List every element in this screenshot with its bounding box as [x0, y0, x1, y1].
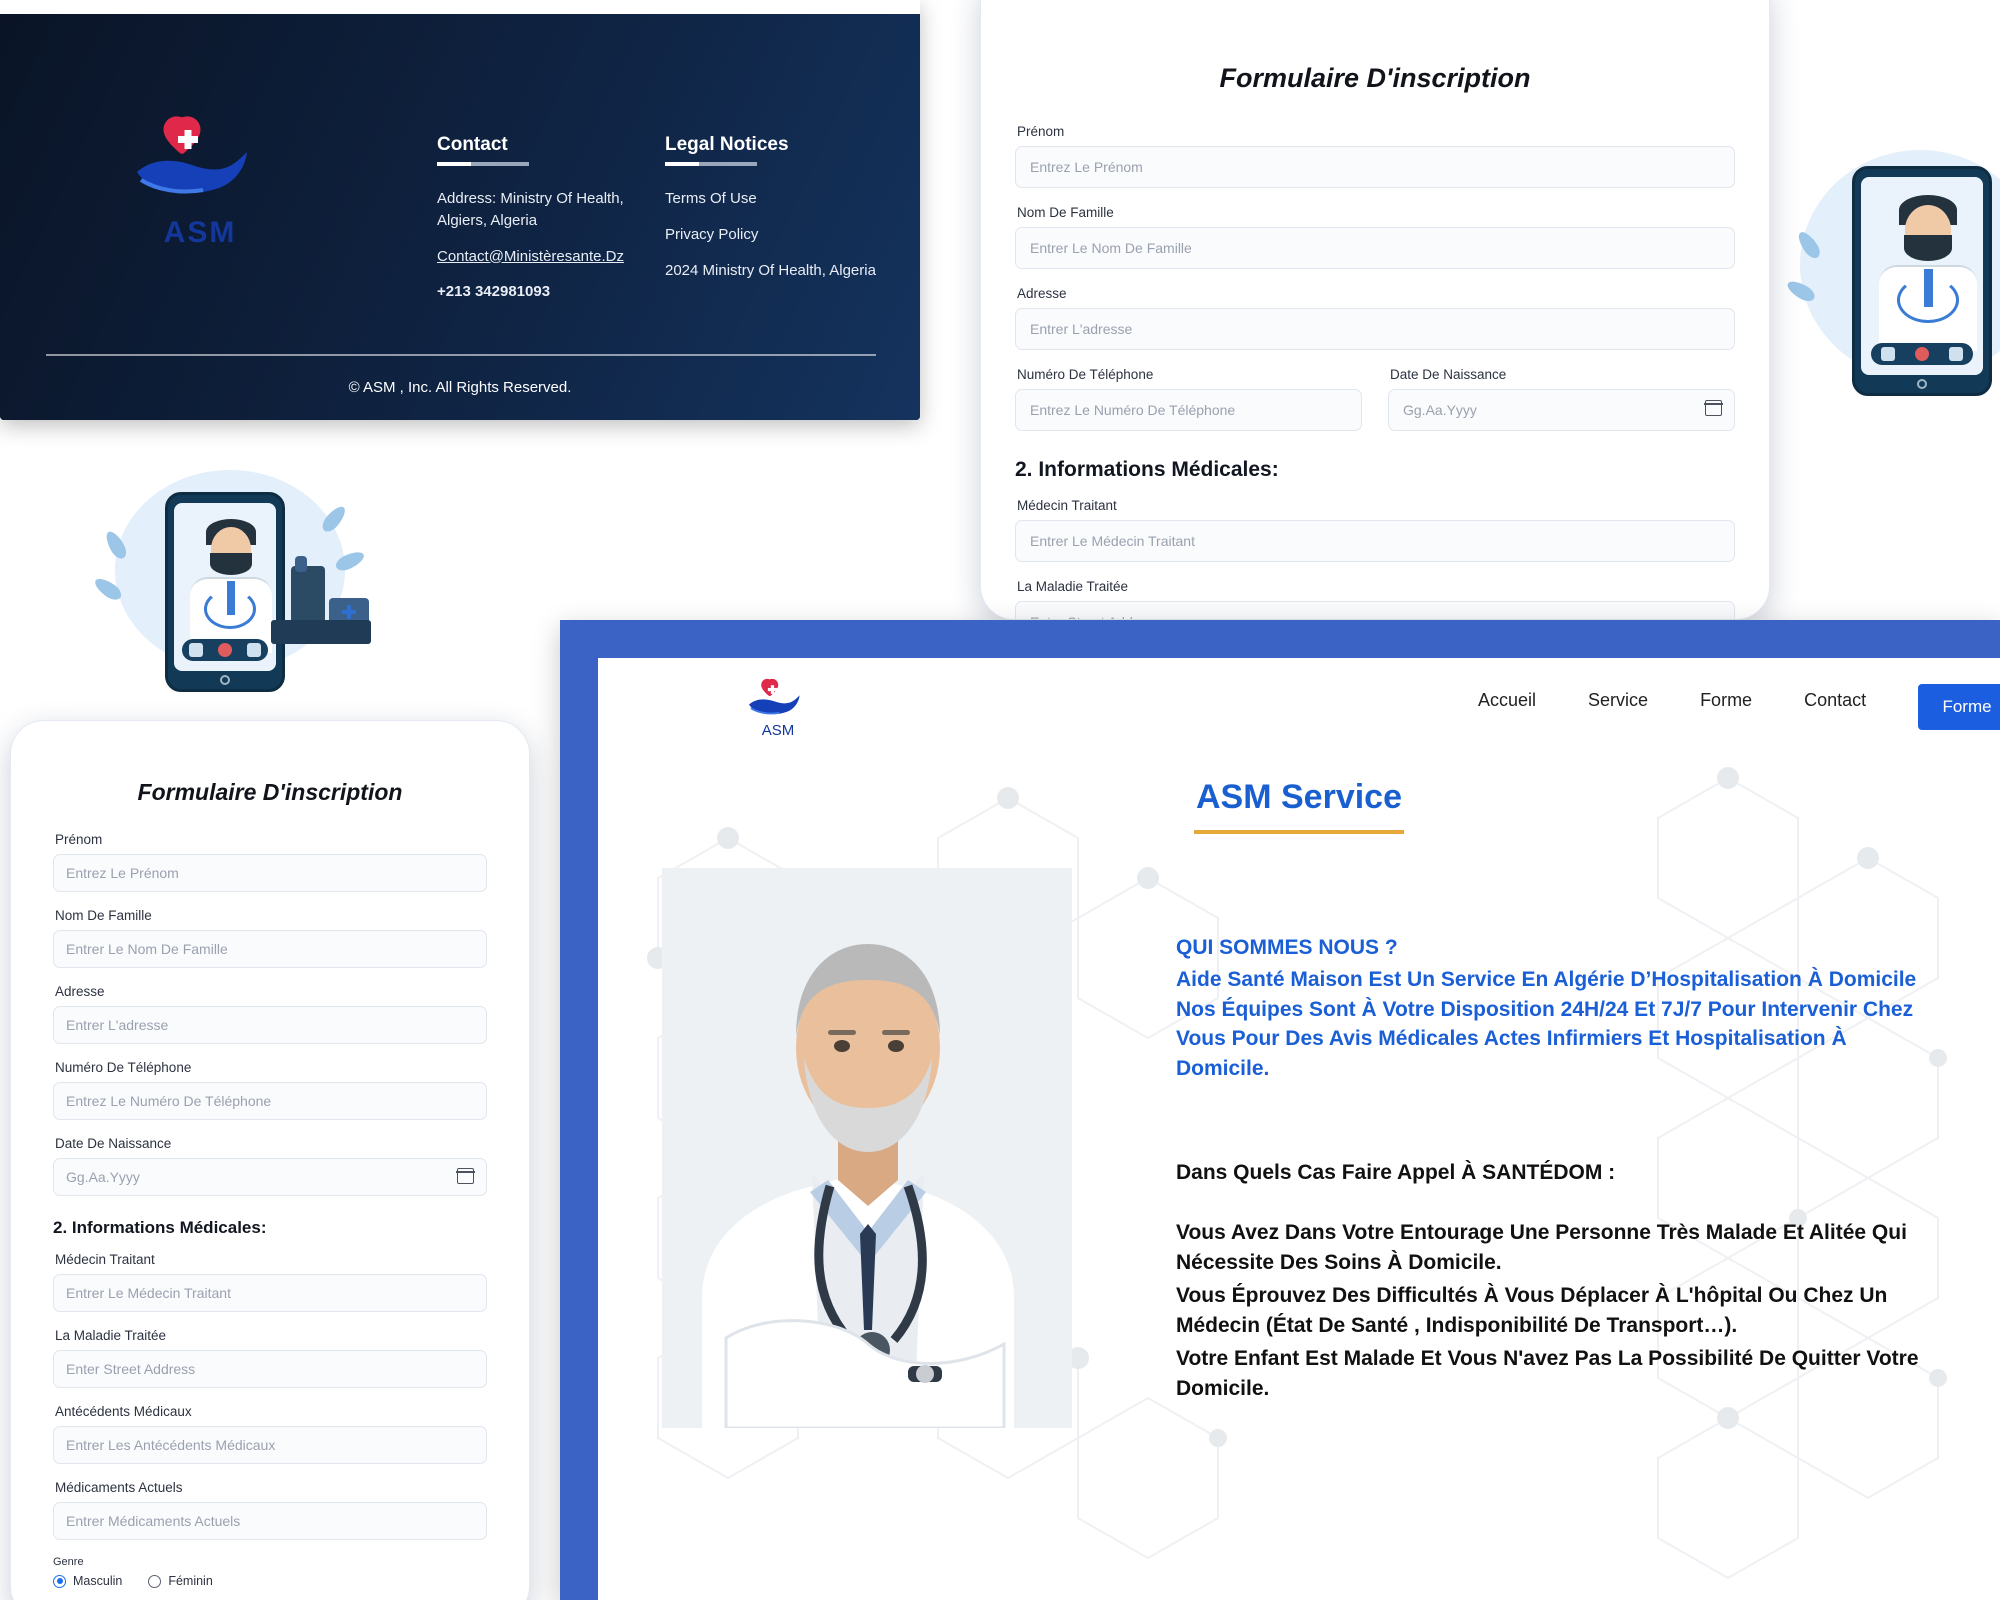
label-nom-famille-mobile: Nom De Famille	[55, 908, 152, 923]
cases-list	[1176, 1218, 1936, 1407]
label-date-naissance-mobile: Date De Naissance	[55, 1136, 172, 1151]
input-medecin-traitant[interactable]	[1015, 520, 1735, 562]
stethoscope-icon	[204, 589, 256, 629]
cross-icon	[347, 605, 351, 619]
asm-logo-text: ASM	[163, 216, 237, 249]
label-maladie-traitee: La Maladie Traitée	[1017, 579, 1129, 594]
qui-sommes-nous-block	[1176, 933, 1936, 1084]
medicine-tray	[271, 620, 371, 644]
doctor-portrait-photo	[662, 868, 1072, 1428]
footer-privacy-link[interactable]: Privacy Policy	[665, 225, 759, 243]
input-prenom[interactable]	[1015, 146, 1735, 188]
case-item-2: Vous Éprouvez Des Difficultés À Vous Déplacer À L'hôpital Ou Chez Un Médecin (État De Santé , Indisponibilité De Transport…).	[1176, 1283, 1888, 1338]
phone-frame	[165, 492, 285, 692]
asm-logo	[110, 110, 290, 250]
input-telephone-mobile[interactable]	[53, 1082, 487, 1120]
label-medecin-traitant-mobile: Médecin Traitant	[55, 1252, 155, 1267]
site-navbar	[598, 658, 2000, 758]
nav-links	[1478, 690, 1866, 711]
footer-inner	[0, 14, 920, 420]
footer-divider	[46, 354, 876, 356]
case-item-1: Vous Avez Dans Votre Entourage Une Personne Très Malade Et Alitée Qui Nécessite Des Soins À Domicile.	[1176, 1221, 1907, 1275]
mic-icon[interactable]	[1881, 347, 1895, 361]
footer-contact-underline	[437, 162, 529, 166]
radio-feminin-label: Féminin	[168, 1574, 213, 1588]
call-control-bar[interactable]	[182, 639, 268, 661]
nav-item-accueil[interactable]: Accueil	[1478, 690, 1537, 710]
phone-home-button	[220, 675, 230, 685]
label-prenom-mobile: Prénom	[55, 832, 103, 847]
footer-address: Address: Ministry Of Health, Algiers, Algeria	[437, 190, 624, 229]
call-control-bar[interactable]	[1871, 343, 1974, 365]
mic-icon[interactable]	[189, 643, 203, 657]
footer-terms-link[interactable]: Terms Of Use	[665, 190, 757, 207]
footer-card	[0, 0, 920, 420]
input-nom-famille[interactable]	[1015, 227, 1735, 269]
doctor-beard	[1904, 235, 1952, 261]
input-prenom-mobile[interactable]	[53, 854, 487, 892]
radio-feminin-icon[interactable]	[148, 1575, 161, 1588]
heart-hand-icon	[743, 676, 813, 722]
registration-form-mobile	[10, 720, 530, 1600]
input-nom-famille-mobile[interactable]	[53, 930, 487, 968]
footer-copyright: © ASM , Inc. All Rights Reserved.	[348, 379, 572, 396]
footer-legal-underline	[665, 162, 757, 166]
section-medical-heading: 2. Informations Médicales:	[1015, 458, 1279, 481]
qui-sommes-nous-heading: QUI SOMMES NOUS ?	[1176, 936, 1398, 959]
footer-card-top-strip	[0, 0, 920, 14]
site-content	[598, 758, 2000, 1600]
medicine-box	[291, 566, 325, 626]
calendar-icon[interactable]	[457, 1168, 474, 1184]
label-telephone-mobile: Numéro De Téléphone	[55, 1060, 192, 1075]
label-antecedents-mobile: Antécédents Médicaux	[55, 1404, 192, 1419]
radio-option-feminin[interactable]	[148, 1574, 212, 1588]
footer-phone[interactable]: +213 342981093	[437, 283, 551, 301]
nav-logo[interactable]	[738, 676, 818, 739]
form-title-mobile: Formulaire D'inscription	[137, 779, 403, 805]
input-medecin-traitant-mobile[interactable]	[53, 1274, 487, 1312]
medicine-cap	[295, 556, 307, 572]
cases-heading: Dans Quels Cas Faire Appel À SANTÉDOM :	[1176, 1161, 1616, 1184]
label-date-naissance: Date De Naissance	[1390, 367, 1507, 382]
footer-legal-column	[665, 134, 895, 295]
phone-birthdate-row	[1015, 367, 1735, 448]
telemedicine-illustration-right	[1800, 150, 2000, 480]
input-telephone[interactable]	[1015, 389, 1362, 431]
input-date-naissance-mobile[interactable]	[53, 1158, 487, 1196]
video-icon[interactable]	[1949, 347, 1963, 361]
doctor-beard	[210, 553, 252, 575]
input-date-naissance[interactable]	[1388, 389, 1735, 431]
nav-item-service[interactable]: Service	[1588, 690, 1649, 710]
heart-hand-icon	[125, 110, 275, 210]
nav-cta-button[interactable]: Forme	[1918, 684, 2000, 730]
radio-option-masculin[interactable]	[53, 1574, 122, 1588]
input-maladie-traitee[interactable]	[1015, 601, 1735, 620]
label-genre: Genre	[53, 1556, 84, 1568]
label-medecin-traitant: Médecin Traitant	[1017, 498, 1117, 513]
label-medicaments-mobile: Médicaments Actuels	[55, 1480, 183, 1495]
page-title: ASM Service	[1196, 778, 1402, 816]
nav-item-forme[interactable]: Forme	[1700, 690, 1753, 710]
input-maladie-traitee-mobile[interactable]	[53, 1350, 487, 1388]
gender-radio-group[interactable]	[53, 1574, 487, 1588]
label-maladie-traitee-mobile: La Maladie Traitée	[55, 1328, 167, 1343]
registration-form-desktop	[980, 0, 1770, 620]
nav-item-contact[interactable]: Contact	[1804, 690, 1867, 710]
label-prenom: Prénom	[1017, 124, 1065, 139]
label-telephone: Numéro De Téléphone	[1017, 367, 1154, 382]
title-underline	[1194, 830, 1404, 834]
form-title: Formulaire D'inscription	[1219, 63, 1531, 93]
phone-frame	[1852, 166, 1992, 396]
case-item-3: Votre Enfant Est Malade Et Vous N'avez Pas La Possibilité De Quitter Votre Domicile.	[1176, 1346, 1919, 1401]
footer-legal-heading: Legal Notices	[665, 134, 789, 155]
nav-logo-text: ASM	[761, 722, 795, 739]
radio-masculin-label: Masculin	[73, 1574, 123, 1588]
phone-home-button	[1917, 379, 1927, 389]
label-adresse: Adresse	[1017, 286, 1067, 301]
website-preview-frame	[560, 620, 2000, 1600]
footer-ministry-line: 2024 Ministry Of Health, Algeria	[665, 261, 876, 279]
telemedicine-illustration-left	[95, 470, 415, 730]
section-medical-heading-mobile: 2. Informations Médicales:	[53, 1218, 267, 1237]
stethoscope-icon	[1897, 277, 1959, 323]
radio-masculin-icon[interactable]	[53, 1575, 66, 1588]
end-call-icon[interactable]	[1915, 347, 1929, 361]
phone-screen	[1861, 177, 1983, 375]
label-nom-famille: Nom De Famille	[1017, 205, 1114, 220]
date-input-wrapper	[1388, 389, 1735, 448]
footer-email[interactable]: Contact@Ministèresante.Dz	[437, 247, 624, 265]
footer-contact-column	[437, 134, 627, 317]
footer-contact-heading: Contact	[437, 134, 508, 155]
doctor-portrait-graphic	[662, 868, 1072, 1428]
label-adresse-mobile: Adresse	[55, 984, 105, 999]
end-call-icon[interactable]	[218, 643, 232, 657]
phone-screen	[174, 503, 276, 671]
input-adresse[interactable]	[1015, 308, 1735, 350]
qui-sommes-nous-body: Aide Santé Maison Est Un Service En Algérie D’Hospitalisation À Domicile Nos Équipes Sont À Votre Disposition 24H/24 Et 7J/7 Pour Intervenir Chez Vous Pour Des Avis Médicales Actes Infirmiers Et Hospitalisation À Domicile.	[1176, 967, 1917, 1081]
input-medicaments-mobile[interactable]	[53, 1502, 487, 1540]
date-input-wrapper-mobile	[53, 1158, 487, 1212]
input-adresse-mobile[interactable]	[53, 1006, 487, 1044]
website-page	[598, 658, 2000, 1600]
video-icon[interactable]	[247, 643, 261, 657]
input-antecedents-mobile[interactable]	[53, 1426, 487, 1464]
calendar-icon[interactable]	[1705, 400, 1722, 416]
